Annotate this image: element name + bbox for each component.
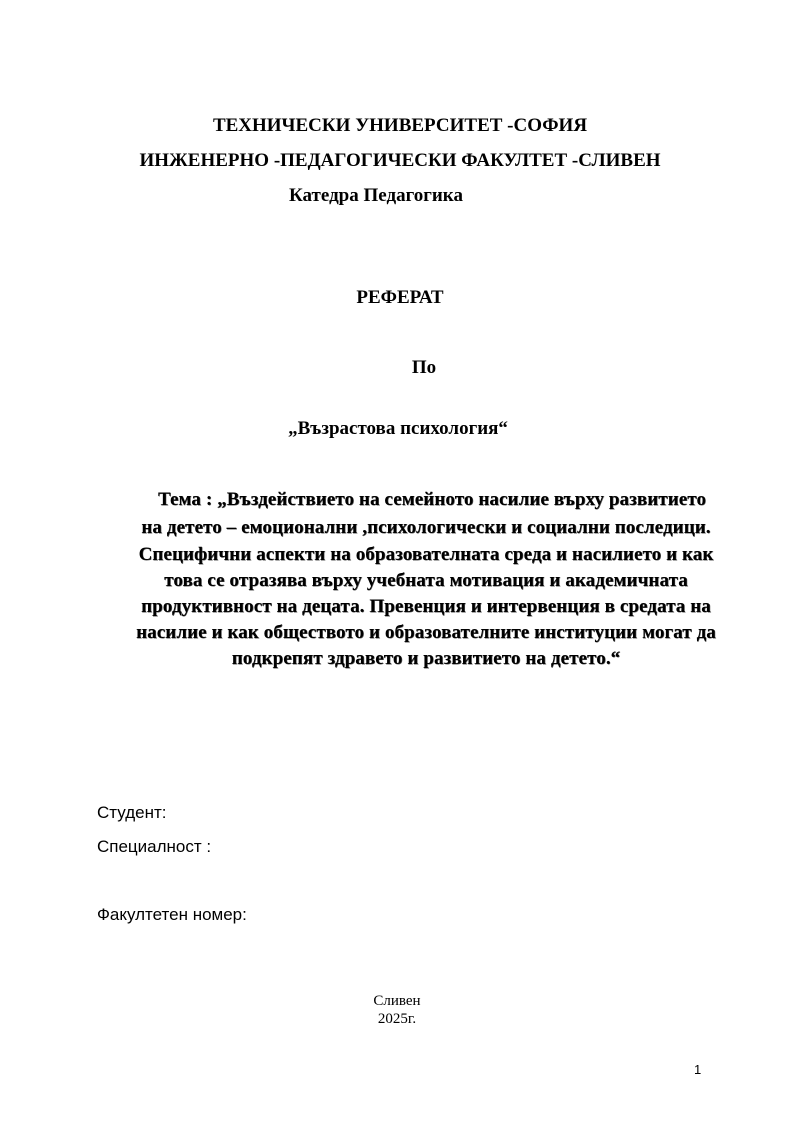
page-number: 1 — [694, 1062, 702, 1077]
topic-line: Тема : „Въздействието на семейното насилие върху развитието — [157, 489, 707, 510]
topic-line: насилие и как обществото и образователните институции могат да — [136, 622, 716, 643]
topic-line: Специфични аспекти на образователната среда и насилието и как — [138, 544, 714, 565]
topic-line: това се отразява върху учебната мотивация и академичната — [164, 570, 688, 591]
year: 2025г. — [377, 1011, 417, 1027]
topic-line: на детето – емоционални ,психологически и социални последици. — [141, 517, 711, 538]
faculty-number-label: Факултетен номер: — [97, 905, 247, 924]
faculty-heading: ИНЖЕНЕРНО -ПЕДАГОГИЧЕСКИ ФАКУЛТЕТ -СЛИВЕН — [139, 150, 661, 171]
university-heading: ТЕХНИЧЕСКИ УНИВЕРСИТЕТ -СОФИЯ — [212, 115, 588, 136]
topic-line: продуктивност на децата. Превенция и интервенция в средата на — [141, 596, 711, 617]
preposition: По — [411, 357, 437, 378]
department-heading: Катедра Педагогика — [289, 185, 463, 206]
city: Сливен — [373, 993, 421, 1009]
document-type: РЕФЕРАТ — [356, 287, 444, 308]
student-label: Студент: — [97, 803, 167, 822]
specialty-label: Специалност : — [97, 837, 212, 856]
topic-line: подкрепят здравето и развитието на детето.“ — [231, 648, 621, 669]
subject-title: „Възрастова психология“ — [288, 418, 508, 439]
